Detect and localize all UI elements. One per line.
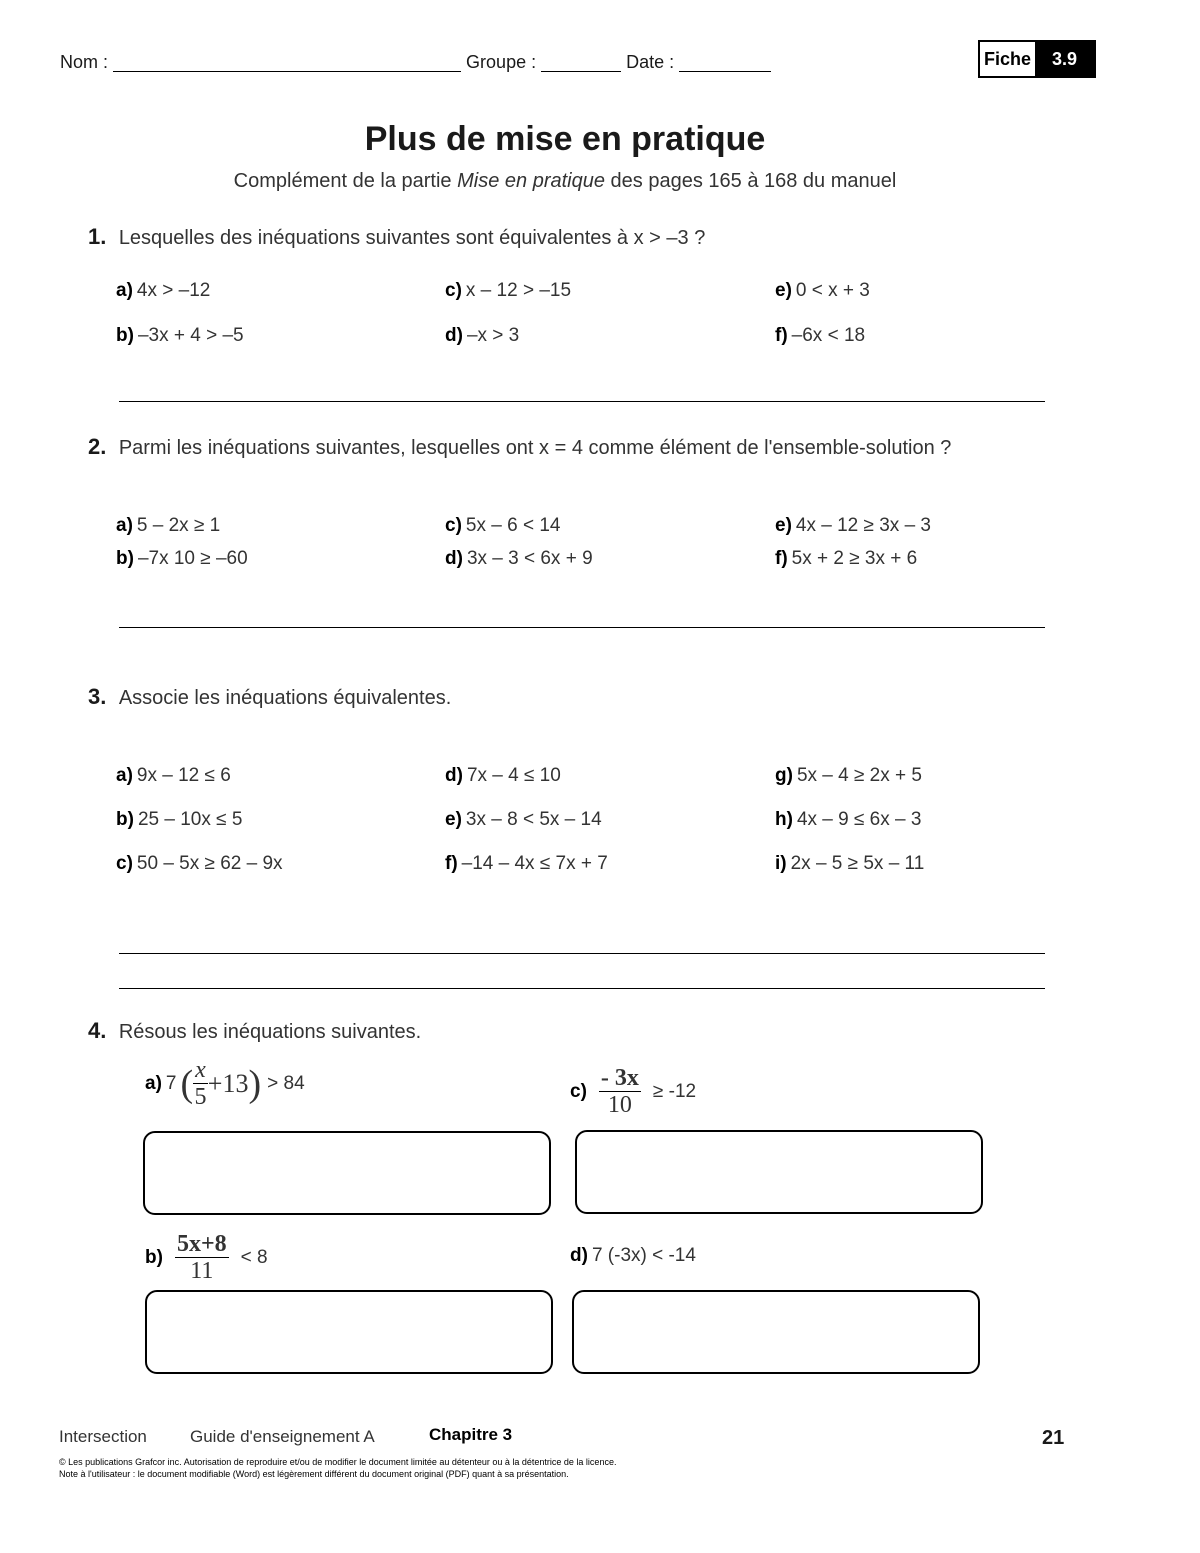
item-expr: –3x + 4 > –5 [137,325,244,346]
question-text: Parmi les inéquations suivantes, lesquelles ont x = 4 comme élément de l'ensemble-solution ? [118,437,952,459]
item-expr: x – 12 > –15 [465,280,572,301]
q2-item-c [445,515,560,537]
answer-line[interactable] [119,627,1045,628]
q1-item-f [775,325,865,347]
item-expr: 7x – 4 ≤ 10 [466,765,561,786]
answer-line[interactable] [119,401,1045,402]
footer-guide: Guide d'enseignement A [190,1427,375,1446]
item-label: i) [775,853,787,874]
q4-item-b [145,1232,268,1283]
item-label: a) [145,1072,162,1094]
answer-line[interactable] [119,988,1045,989]
item-expr: 5x + 2 ≥ 3x + 6 [791,548,918,569]
name-field[interactable] [113,53,461,72]
question-3 [88,684,451,710]
q2-item-f [775,548,917,570]
question-4 [88,1018,421,1044]
q3-item-h [775,809,921,831]
q3-item-i [775,853,924,875]
item-label: a) [116,515,133,536]
coefficient: 7 [165,1072,177,1094]
item-expr: 5 – 2x ≥ 1 [136,515,221,536]
footer-book: Intersection [59,1427,147,1446]
q3-item-g [775,765,922,787]
q3-item-c [116,853,283,875]
fraction [599,1066,641,1117]
item-expr: –6x < 18 [791,325,866,346]
denominator: 11 [190,1258,214,1284]
denominator: 5 [194,1084,207,1110]
item-expr: 2x – 5 ≥ 5x – 11 [790,853,925,874]
item-expr: 7 (-3x) < -14 [591,1245,696,1266]
item-label: a) [116,280,133,301]
item-label: h) [775,809,793,830]
numerator: - 3x [600,1065,639,1091]
question-2 [88,434,951,460]
item-expr: –x > 3 [466,325,520,346]
subtitle-suffix: des pages 165 à 168 du manuel [604,170,897,192]
item-label: b) [116,548,134,569]
item-label: g) [775,765,793,786]
question-1 [88,224,705,250]
item-expr: 4x – 9 ≤ 6x – 3 [796,809,922,830]
item-label: c) [116,853,133,874]
item-label: e) [775,515,792,536]
item-expr: 5x – 4 ≥ 2x + 5 [796,765,922,786]
item-label: f) [775,325,788,346]
q1-item-a [116,280,210,302]
numerator: x [195,1057,206,1083]
item-expr: 9x – 12 ≤ 6 [136,765,231,786]
answer-box-c[interactable] [575,1130,983,1214]
answer-box-a[interactable] [143,1131,551,1215]
q1-item-e [775,280,870,302]
item-expr: 0 < x + 3 [795,280,870,301]
rhs: < 8 [240,1246,268,1268]
item-label: b) [116,325,134,346]
question-text: Résous les inéquations suivantes. [118,1021,422,1043]
question-text: Associe les inéquations équivalentes. [118,687,452,709]
q1-item-c [445,280,571,302]
date-field[interactable] [679,53,771,72]
item-label: a) [116,765,133,786]
q3-item-f [445,853,608,875]
item-expr: 4x – 12 ≥ 3x – 3 [795,515,931,536]
item-label: c) [570,1080,587,1102]
item-label: f) [445,853,458,874]
q2-item-b [116,548,248,570]
item-label: b) [145,1246,163,1268]
answer-box-d[interactable] [572,1290,980,1374]
close-paren: ) [248,1062,262,1105]
fiche-badge [978,40,1096,78]
fiche-number: 3.9 [1035,42,1094,76]
item-label: e) [445,809,462,830]
denominator: 10 [607,1092,632,1118]
page-number: 21 [1042,1427,1065,1449]
question-text: Lesquelles des inéquations suivantes sont équivalentes à x > –3 ? [118,227,706,249]
q4-item-d [570,1245,696,1267]
item-expr: 25 – 10x ≤ 5 [137,809,243,830]
subtitle-emphasis: Mise en pratique [457,170,605,192]
q3-item-d [445,765,561,787]
q1-item-b [116,325,244,347]
q2-item-a [116,515,220,537]
item-label: e) [775,280,792,301]
item-label: d) [445,548,463,569]
page-subtitle [0,170,1130,193]
date-label: Date : [626,52,675,72]
student-info-header [60,52,771,73]
q2-item-e [775,515,931,537]
question-number: 1. [88,224,107,249]
subtitle-prefix: Complément de la partie [233,170,458,192]
item-label: c) [445,515,462,536]
rhs: > 84 [267,1072,305,1094]
item-expr: 3x – 3 < 6x + 9 [466,548,593,569]
open-paren: ( [180,1062,194,1105]
addend: +13 [207,1068,249,1098]
item-expr: –7x 10 ≥ –60 [137,548,248,569]
numerator: 5x+8 [176,1231,227,1257]
q2-item-d [445,548,593,570]
page-title: Plus de mise en pratique [364,120,766,158]
item-label: f) [775,548,788,569]
answer-box-b[interactable] [145,1290,553,1374]
q3-item-a [116,765,231,787]
q4-item-a [145,1058,305,1109]
q4-item-c [570,1066,696,1117]
item-expr: –14 – 4x ≤ 7x + 7 [461,853,608,874]
footer-chapter: Chapitre 3 [429,1425,513,1444]
legal-notice [59,1456,616,1480]
fraction [193,1058,208,1109]
legal-line-2: Note à l'utilisateur : le document modifiable (Word) est légèrement différent du document original (PDF) quant à sa présentation. [59,1469,569,1479]
item-expr: 5x – 6 < 14 [465,515,561,536]
group-field[interactable] [541,53,621,72]
question-number: 4. [88,1018,107,1043]
question-number: 3. [88,684,107,709]
item-label: d) [445,325,463,346]
fiche-label: Fiche [980,42,1035,76]
item-expr: 50 – 5x ≥ 62 – 9x [136,853,283,874]
fraction [175,1232,229,1283]
q1-item-d [445,325,519,347]
name-label: Nom : [60,52,109,72]
answer-line[interactable] [119,953,1045,954]
item-label: d) [570,1245,588,1266]
question-number: 2. [88,434,107,459]
item-label: b) [116,809,134,830]
item-label: d) [445,765,463,786]
item-expr: 4x > –12 [136,280,211,301]
rhs: ≥ -12 [652,1080,697,1102]
legal-line-1: © Les publications Grafcor inc. Autorisation de reproduire et/ou de modifier le document limitée au détenteur ou à la détentrice de la licence. [59,1457,617,1467]
item-expr: 3x – 8 < 5x – 14 [465,809,602,830]
q3-item-b [116,809,242,831]
group-label: Groupe : [466,52,537,72]
item-label: c) [445,280,462,301]
q3-item-e [445,809,602,831]
